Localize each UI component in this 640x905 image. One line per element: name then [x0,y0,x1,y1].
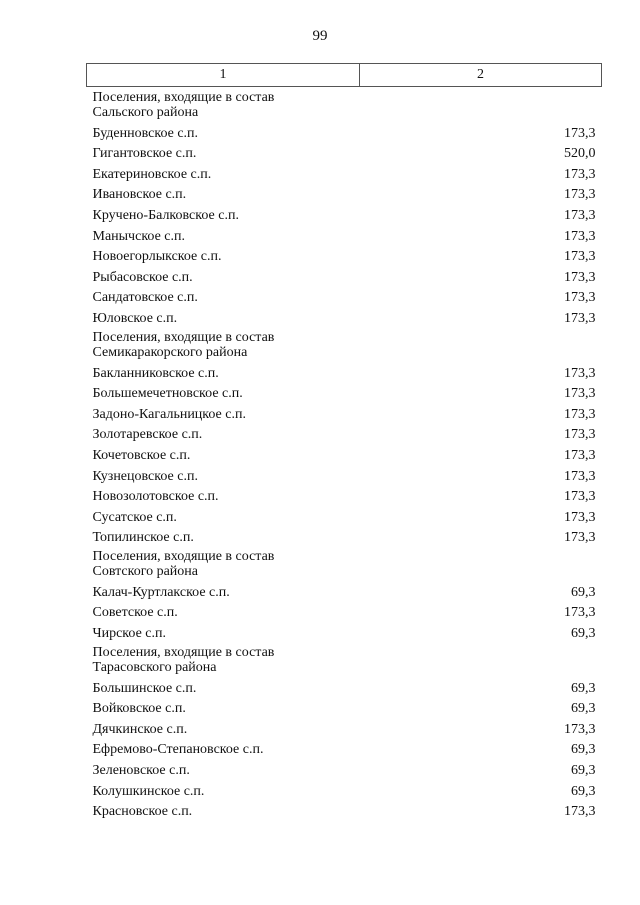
table-row [87,443,602,464]
settlement-value: 520,0 [564,146,596,162]
table-row [87,402,602,423]
settlement-name: Золотаревское с.п. [92,427,203,443]
settlement-value: 69,3 [571,783,596,799]
table-row [87,505,602,526]
table-row [87,758,602,779]
table-row [87,382,602,403]
table-row [87,800,602,821]
table-row [87,361,602,382]
table-row [87,121,602,142]
settlement-value: 173,3 [564,310,596,326]
group-heading-row [87,87,602,122]
settlement-name: Большинское с.п. [92,680,197,696]
table-row [87,203,602,224]
table-row [87,717,602,738]
group-heading-line: Поселения, входящие в состав [92,329,275,345]
settlement-value: 69,3 [571,680,596,696]
table-row [87,676,602,697]
group-heading-row [87,642,602,676]
group-heading-line: Поселения, входящие в состав [92,645,275,661]
settlement-value: 173,3 [564,447,596,463]
settlement-value: 173,3 [564,489,596,505]
group-heading-district: Сальского района [92,105,199,120]
settlement-value: 173,3 [564,721,596,737]
table-row [87,245,602,266]
settlement-name: Ефремово-Степановское с.п. [92,742,264,758]
settlement-value: 173,3 [564,386,596,402]
settlement-value: 173,3 [564,269,596,285]
group-heading [87,546,360,580]
group-heading [87,327,360,361]
settlement-value: 173,3 [564,207,596,223]
settlement-name: Кочетовское с.п. [92,447,191,463]
group-heading-district: Семикаракорского района [92,344,248,360]
group-heading-row [87,327,602,361]
table-row [87,621,602,642]
settlement-name: Рыбасовское с.п. [92,269,193,285]
settlement-name: Топилинское с.п. [92,530,194,546]
page-number: 99 [312,28,328,44]
empty-value-cell [360,327,602,361]
settlement-name: Новоегорлыкское с.п. [92,249,222,265]
column-header-2: 2 [360,64,602,87]
settlement-name: Екатериновское с.п. [92,166,212,182]
settlement-value: 173,3 [564,530,596,546]
group-heading-district: Совтского района [92,564,198,580]
group-heading-row [87,546,602,580]
settlement-name: Красновское с.п. [92,804,193,820]
table-row [87,142,602,163]
settlement-name: Кручено-Балковское с.п. [92,207,239,223]
column-header-1: 1 [87,64,360,87]
table-row [87,224,602,245]
group-heading [87,87,360,122]
settlement-name: Чирское с.п. [92,626,166,642]
group-heading-line: Поселения, входящие в состав [92,90,275,105]
settlement-name: Большемечетновское с.п. [92,386,243,402]
settlement-value: 69,3 [571,763,596,779]
settlement-name: Сандатовское с.п. [92,290,198,306]
table-row [87,485,602,506]
settlement-value: 173,3 [564,509,596,525]
settlement-name: Буденновское с.п. [92,125,199,141]
settlement-name: Ивановское с.п. [92,187,187,203]
table-header [87,64,602,87]
settlement-name: Зеленовское с.п. [92,763,190,779]
settlement-name: Сусатское с.п. [92,509,177,525]
settlement-value: 173,3 [564,290,596,306]
table-row [87,580,602,601]
table-row [87,601,602,622]
table-body [87,87,602,821]
settlement-name: Калач-Куртлакское с.п. [92,584,230,600]
table-row [87,779,602,800]
settlement-name: Дячкинское с.п. [92,721,188,737]
settlement-value: 69,3 [571,742,596,758]
settlement-name: Задоно-Кагальницкое с.п. [92,406,246,422]
table-row [87,183,602,204]
table-header-row [87,64,602,87]
table-row [87,265,602,286]
settlement-name: Войковское с.п. [92,701,186,717]
settlement-value: 69,3 [571,584,596,600]
settlement-name: Манычское с.п. [92,228,185,244]
group-heading-district: Тарасовского района [92,660,217,676]
settlement-value: 173,3 [564,468,596,484]
table-row [87,286,602,307]
table-row [87,526,602,547]
settlement-name: Бакланниковское с.п. [92,365,219,381]
settlement-value: 173,3 [564,406,596,422]
settlement-value: 173,3 [564,249,596,265]
settlement-name: Юловское с.п. [92,310,178,326]
settlement-value: 173,3 [564,605,596,621]
empty-value-cell [360,642,602,676]
settlement-value: 173,3 [564,166,596,182]
settlement-name: Гигантовское с.п. [92,146,197,162]
settlement-value: 69,3 [571,701,596,717]
table-row [87,697,602,718]
settlement-name: Новозолотовское с.п. [92,489,219,505]
settlement-name: Советское с.п. [92,605,178,621]
settlement-value: 69,3 [571,626,596,642]
settlement-name: Колушкинское с.п. [92,783,205,799]
settlement-value: 173,3 [564,228,596,244]
empty-value-cell [360,87,602,122]
allocation-table [86,63,602,820]
settlement-value: 173,3 [564,804,596,820]
settlement-name: Кузнецовское с.п. [92,468,198,484]
table-row [87,162,602,183]
settlement-value: 173,3 [564,125,596,141]
table-row [87,738,602,759]
empty-value-cell [360,546,602,580]
settlement-value: 173,3 [564,365,596,381]
group-heading-line: Поселения, входящие в состав [92,549,275,565]
group-heading [87,642,360,676]
table-row [87,464,602,485]
table-row [87,423,602,444]
settlement-value: 173,3 [564,427,596,443]
table-row [87,306,602,327]
settlement-value: 173,3 [564,187,596,203]
